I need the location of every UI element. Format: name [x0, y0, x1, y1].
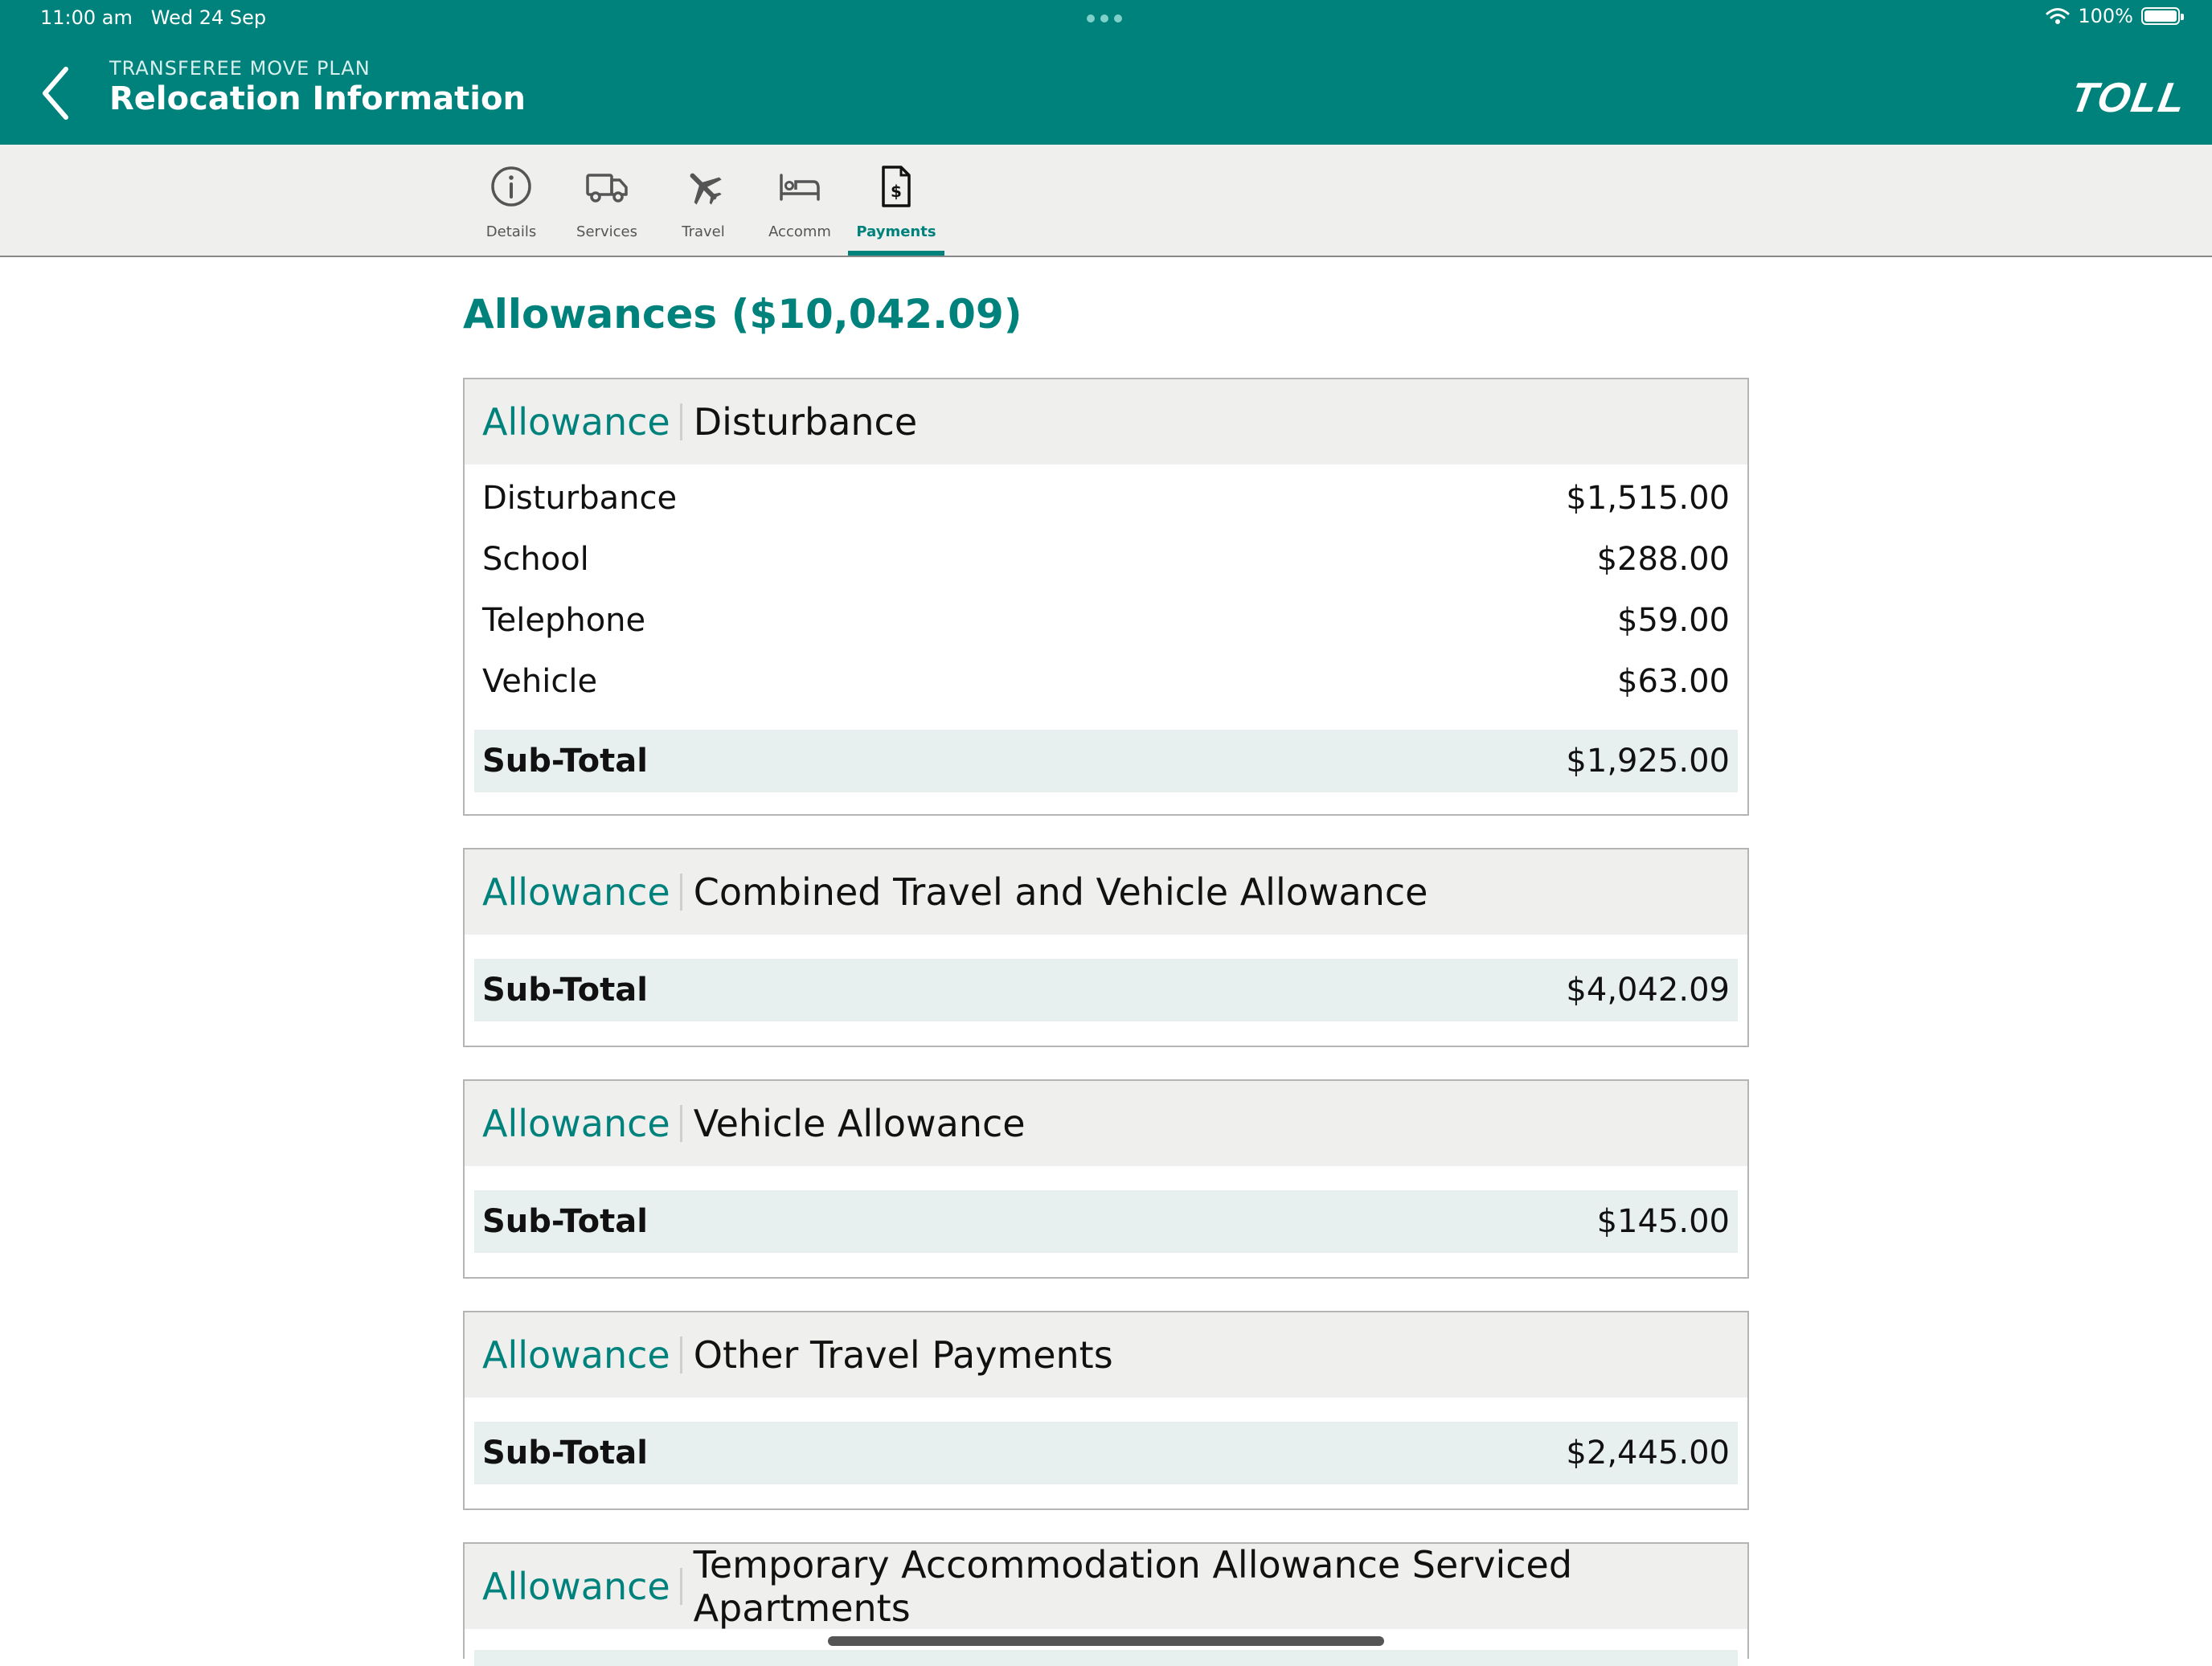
tab-label: Accomm: [768, 223, 831, 240]
subtotal-label: Sub-Total: [482, 972, 648, 1009]
card-title: Vehicle Allowance: [693, 1102, 1026, 1145]
subtotal-amount: $2,445.00: [1566, 1435, 1730, 1472]
page-title: Relocation Information: [109, 80, 526, 117]
list-item: [474, 651, 1738, 712]
tab-accomm[interactable]: [752, 145, 848, 256]
status-right: [2046, 5, 2180, 27]
subtotal-row: [474, 730, 1738, 792]
tab-services[interactable]: [559, 145, 655, 256]
allowance-card-disturbance: [463, 378, 1749, 816]
subtotal-amount: $1,925.00: [1566, 743, 1730, 780]
divider: [680, 1336, 682, 1373]
list-item: [474, 468, 1738, 529]
wifi-icon: [2046, 7, 2070, 25]
card-kind: Allowance: [482, 1102, 670, 1145]
subtotal-row: [474, 1650, 1738, 1666]
list-item: [474, 529, 1738, 590]
tab-label: Details: [485, 223, 537, 240]
tab-bar: [0, 145, 2212, 257]
item-amount: $288.00: [1596, 541, 1730, 578]
info-icon: [489, 164, 534, 209]
item-amount: $63.00: [1617, 663, 1730, 700]
card-header: [465, 1544, 1747, 1629]
tab-travel[interactable]: [655, 145, 752, 256]
home-indicator[interactable]: [828, 1636, 1384, 1646]
list-item: [474, 590, 1738, 651]
tab-details[interactable]: [463, 145, 559, 256]
subtotal-row: [474, 1190, 1738, 1253]
item-amount: $59.00: [1617, 602, 1730, 639]
card-title: Combined Travel and Vehicle Allowance: [693, 870, 1428, 914]
svg-text:$: $: [891, 182, 902, 201]
subtotal-label: Sub-Total: [482, 743, 648, 780]
card-header: [465, 1081, 1747, 1166]
battery-percent: 100%: [2078, 5, 2133, 27]
allowance-card-other-travel: [463, 1311, 1749, 1510]
card-kind: Allowance: [482, 400, 670, 444]
card-header: [465, 849, 1747, 935]
card-title: Disturbance: [693, 400, 918, 444]
tab-label: Travel: [682, 223, 725, 240]
card-header: [465, 379, 1747, 465]
battery-icon: [2141, 7, 2180, 25]
tab-label: Payments: [856, 223, 936, 240]
subtotal-label: Sub-Total: [482, 1203, 648, 1240]
divider: [680, 403, 682, 440]
bed-icon: [777, 164, 822, 209]
subtotal-amount: $145.00: [1596, 1203, 1730, 1240]
card-kind: Allowance: [482, 1333, 670, 1377]
divider: [680, 1105, 682, 1142]
item-label: Telephone: [482, 602, 646, 639]
subtotal-row: [474, 1422, 1738, 1484]
item-label: School: [482, 541, 589, 578]
subtotal-amount: $4,042.09: [1566, 972, 1730, 1009]
active-tab-indicator: [848, 251, 944, 256]
truck-icon: [584, 164, 629, 209]
plane-icon: [681, 164, 726, 209]
chevron-left-icon: [37, 61, 82, 125]
allowance-card-combined-travel: [463, 848, 1749, 1047]
subtotal-label: Sub-Total: [482, 1435, 648, 1472]
card-title: Temporary Accommodation Allowance Serviced Apartments: [693, 1543, 1573, 1630]
divider: [680, 1568, 682, 1605]
tab-payments[interactable]: [848, 145, 944, 256]
divider: [680, 874, 682, 911]
item-label: Vehicle: [482, 663, 598, 700]
invoice-dollar-icon: [874, 164, 919, 209]
card-kind: Allowance: [482, 870, 670, 914]
item-amount: $1,515.00: [1566, 480, 1730, 517]
card-header: [465, 1312, 1747, 1398]
allowance-items: [465, 468, 1747, 712]
toll-logo: TOLL: [2067, 75, 2191, 121]
app-header: [0, 0, 2212, 145]
header-subtitle: TRANSFEREE MOVE PLAN: [109, 57, 371, 80]
item-label: Disturbance: [482, 480, 678, 517]
tab-label: Services: [576, 223, 637, 240]
subtotal-row: [474, 959, 1738, 1021]
allowance-card-vehicle: [463, 1079, 1749, 1279]
card-title: Other Travel Payments: [693, 1333, 1113, 1377]
multitasking-dots-icon[interactable]: [1087, 14, 1122, 23]
card-kind: Allowance: [482, 1565, 670, 1608]
status-time: 11:00 am Wed 24 Sep: [40, 6, 267, 29]
allowances-heading: Allowances ($10,042.09): [463, 291, 1022, 338]
back-button[interactable]: [37, 61, 82, 125]
